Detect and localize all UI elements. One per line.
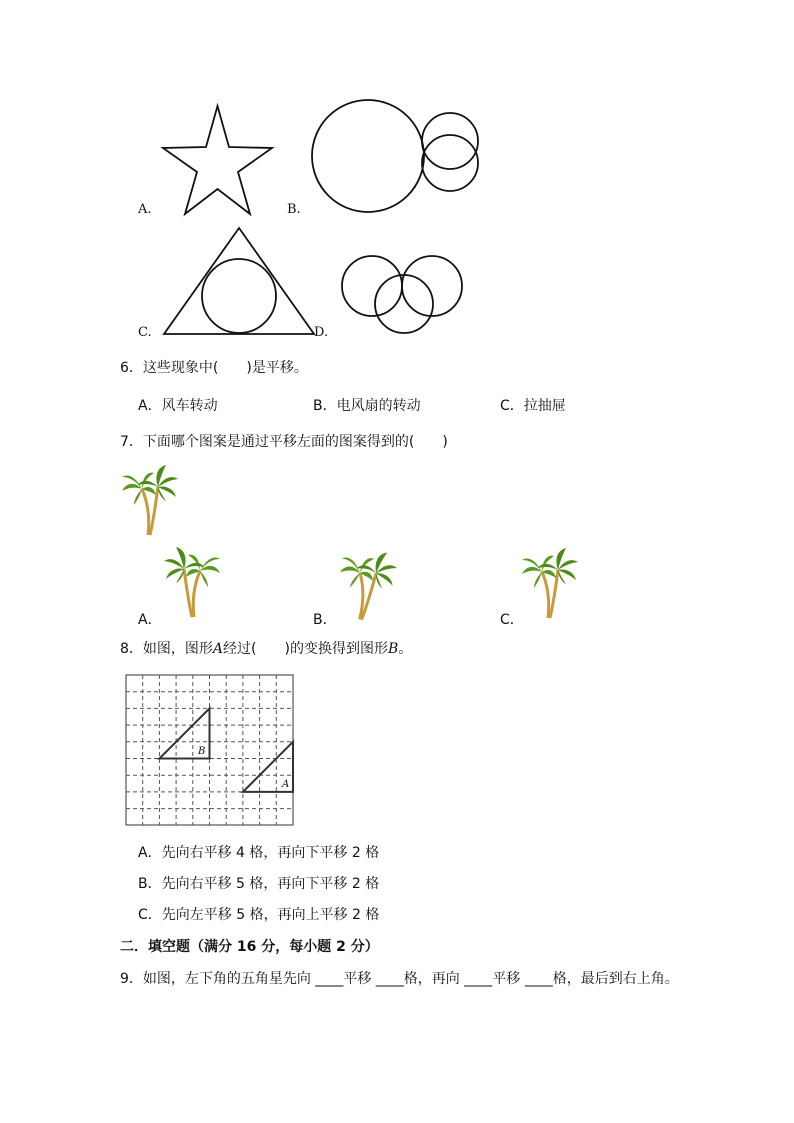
option-d-label: D. xyxy=(314,325,329,340)
palm-tree-option-b xyxy=(336,548,396,624)
grid-figure xyxy=(125,674,295,827)
question-6: 6．这些现象中( )是平移。 xyxy=(120,360,308,376)
q8-shape-b-ref: B xyxy=(387,641,399,657)
option-a-label: A. xyxy=(138,202,152,217)
q8-text-mid: 经过( )的变换得到图形 xyxy=(223,641,388,657)
q6-option-c: C．拉抽屉 xyxy=(500,398,566,414)
section-2-title: 二．填空题（满分 16 分，每小题 2 分） xyxy=(120,939,379,955)
q8-option-b: B．先向右平移 5 格，再向下平移 2 格 xyxy=(138,876,380,892)
palm-tree-original xyxy=(120,463,180,539)
q8-option-a: A．先向右平移 4 格，再向下平移 2 格 xyxy=(138,845,380,861)
palm-tree-option-a xyxy=(162,545,222,621)
question-7: 7．下面哪个图案是通过平移左面的图案得到的( ) xyxy=(120,434,448,450)
q6-option-a: A．风车转动 xyxy=(138,398,218,414)
option-b-label: B. xyxy=(287,202,301,217)
circles-figure-b xyxy=(310,98,485,216)
q8-shape-a-ref: A xyxy=(212,641,224,657)
question-8 xyxy=(120,638,412,658)
triangle-circle-figure xyxy=(162,225,317,337)
q8-text-pre: 8．如图，图形 xyxy=(120,641,213,657)
q7-option-a-label: A． xyxy=(138,612,162,628)
triangle-b-label: B xyxy=(198,746,206,757)
palm-tree-option-c xyxy=(520,546,584,622)
question-9: 9．如图，左下角的五角星先向 ____平移 ____格，再向 ____平移 ____格，最后到右上角。 xyxy=(120,971,679,987)
circles-figure-d xyxy=(340,252,466,338)
option-c-label: C. xyxy=(138,325,152,340)
q8-option-c: C．先向左平移 5 格，再向上平移 2 格 xyxy=(138,907,380,923)
triangle-a-label: A xyxy=(282,779,290,790)
q7-option-c-label: C． xyxy=(500,612,524,628)
q6-option-b: B．电风扇的转动 xyxy=(313,398,421,414)
star-figure xyxy=(160,104,275,216)
q7-option-b-label: B． xyxy=(313,612,337,628)
q8-text-end: 。 xyxy=(398,641,413,657)
